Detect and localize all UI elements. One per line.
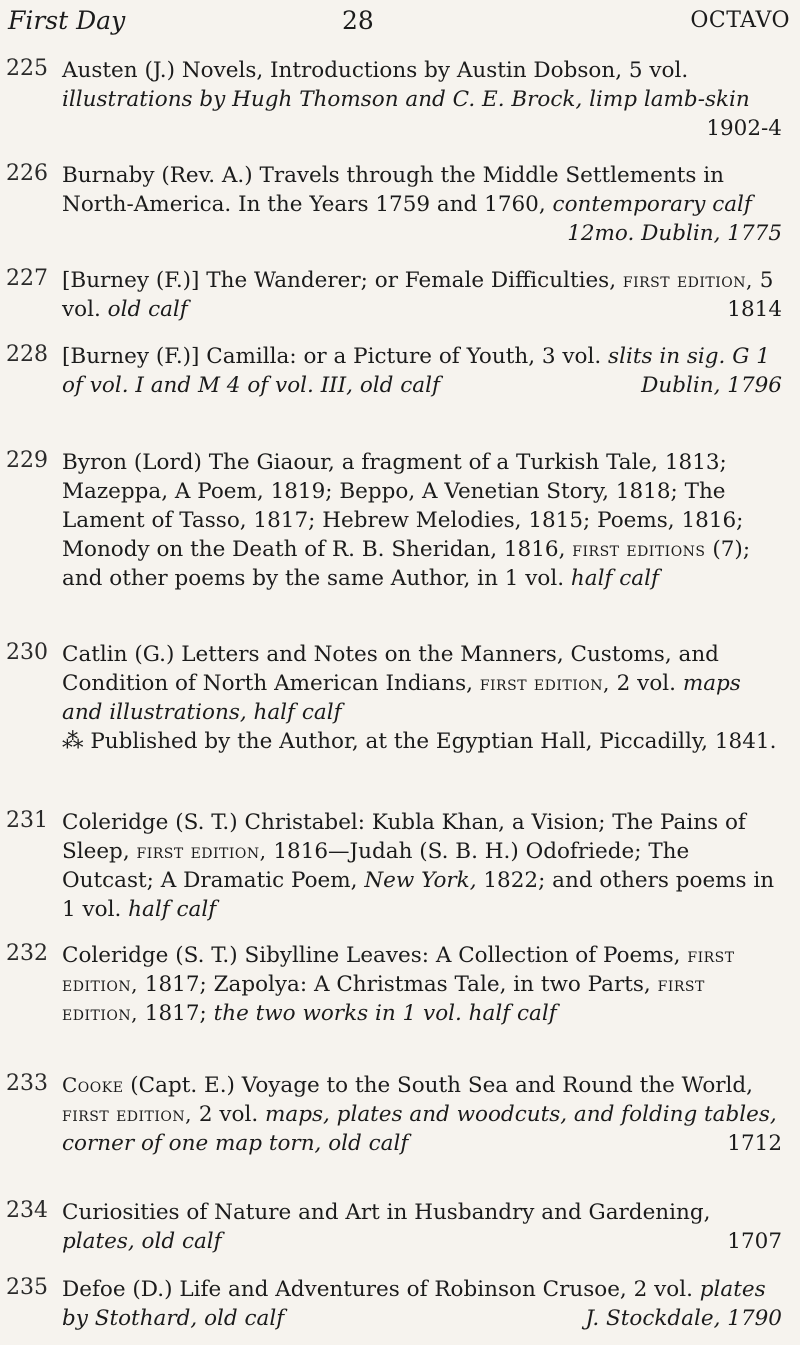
lot-title: Austen (J.) Novels, Introductions by Austin Dobson, 5 vol. [62, 58, 689, 83]
lot-edition: first edition, [479, 671, 610, 695]
lot-edition: first editions [572, 537, 706, 561]
lot-binding: half calf [570, 566, 659, 591]
lot-volumes: 2 vol. [616, 671, 676, 696]
day-heading: First Day [8, 6, 126, 35]
lot-binding: maps and illustrations, half calf [62, 671, 741, 725]
lot-description [62, 640, 782, 756]
lot-binding: slits in sig. G 1 of vol. I and M 4 of vol. III, old calf [62, 344, 770, 398]
lot-description [62, 448, 782, 593]
lot-number: 232 [6, 941, 48, 966]
lot-number: 226 [6, 161, 48, 186]
format-heading: OCTAVO [690, 8, 790, 33]
lot-title: Coleridge (S. T.) Sibylline Leaves: A Collection of Poems, [62, 943, 681, 968]
lot-imprint: J. Stockdale, 1790 [585, 1306, 782, 1331]
lot-number: 231 [6, 808, 48, 833]
lot-binding: plates, old calf [62, 1229, 222, 1254]
lot-number: 235 [6, 1275, 48, 1300]
lot-title-continued: (7); and other poems by the same Author, in 1 vol. [62, 537, 751, 591]
lot-description [62, 342, 782, 400]
lot-imprint: 1902-4 [706, 116, 782, 141]
lot-description [62, 1275, 782, 1333]
page-header [0, 6, 800, 46]
lot-binding: old calf [107, 297, 188, 322]
lot-edition: first edition, [136, 839, 267, 863]
note-asterism: ⁂ [62, 729, 84, 754]
lot-number: 225 [6, 56, 48, 81]
lot-title: Catlin (G.) Letters and Notes on the Manners, Customs, and Condition of North American Indians, [62, 642, 719, 696]
lot-imprint: 1712 [727, 1131, 782, 1156]
lot-number: 229 [6, 448, 48, 473]
lot-title: (Capt. E.) Voyage to the South Sea and Round the World, [130, 1073, 754, 1098]
lot-number: 230 [6, 640, 48, 665]
lot-title: Byron (Lord) The Giaour, a fragment of a Turkish Tale, 1813; Mazeppa, A Poem, 1819; Beppo, A Venetian Story, 1818; The Lament of Tasso, 1817; Hebrew Melodies, 1815; Poems, 1816; Monody on the Death of R. B. Sheridan, 1816, [62, 450, 744, 562]
lot-imprint: 12mo. Dublin, 1775 [567, 221, 782, 246]
lot-description [62, 161, 782, 248]
lot-title-end: 1822; and others poems in 1 vol. [62, 868, 775, 922]
lot-volumes: 5 vol. [62, 268, 774, 322]
lot-number: 234 [6, 1198, 48, 1223]
lot-title: Curiosities of Nature and Art in Husbandry and Gardening, [62, 1200, 711, 1225]
lot-imprint: 1707 [727, 1229, 782, 1254]
lot-title-end: 1817; [144, 1001, 207, 1026]
lot-description [62, 56, 782, 143]
lot-title-continued: 1817; Zapolya: A Christmas Tale, in two Parts, [144, 972, 651, 997]
lot-edition: first edition, [62, 1102, 192, 1126]
lot-title: [Burney (F.)] Camilla: or a Picture of Youth, 3 vol. [62, 344, 602, 369]
lot-number: 227 [6, 266, 48, 291]
lot-title: [Burney (F.)] The Wanderer; or Female Difficulties, [62, 268, 617, 293]
lot-description [62, 808, 782, 924]
lot-edition-second: first edition, [62, 972, 705, 1025]
lot-description [62, 1071, 782, 1158]
lot-edition: first edition, [622, 268, 753, 292]
lot-note: Published by the Author, at the Egyptian Hall, Piccadilly, 1841. [90, 729, 777, 754]
lot-volumes: 2 vol. [198, 1102, 259, 1127]
lot-binding: maps, plates and woodcuts, and folding tables, corner of one map torn, old calf [62, 1102, 777, 1156]
lot-binding: half calf [128, 897, 217, 922]
lot-edition: first edition, [62, 943, 735, 996]
lot-title: Burnaby (Rev. A.) Travels through the Middle Settlements in North-America. In the Years 1759 and 1760, [62, 163, 724, 217]
lot-description [62, 1198, 782, 1256]
lot-binding: illustrations by Hugh Thomson and C. E. Brock, limp lamb-skin [62, 87, 750, 112]
lot-author: Cooke [62, 1073, 124, 1097]
lot-title-continued: 1816—Judah (S. B. H.) Odofriede; The Outcast; A Dramatic Poem, [62, 839, 690, 893]
lot-place: New York, [364, 868, 477, 893]
lot-imprint: Dublin, 1796 [641, 373, 782, 398]
lot-binding: contemporary calf [552, 192, 752, 217]
lot-binding: the two works in 1 vol. half calf [213, 1001, 557, 1026]
lot-number: 228 [6, 342, 48, 367]
lot-title: Defoe (D.) Life and Adventures of Robinson Crusoe, 2 vol. [62, 1277, 693, 1302]
lot-imprint: 1814 [727, 297, 782, 322]
lot-number: 233 [6, 1071, 48, 1096]
lot-description [62, 941, 782, 1028]
lot-binding: plates by Stothard, old calf [62, 1277, 766, 1331]
lot-title: Coleridge (S. T.) Christabel: Kubla Khan, a Vision; The Pains of Sleep, [62, 810, 746, 864]
page-number: 28 [342, 6, 374, 35]
lot-description [62, 266, 782, 324]
